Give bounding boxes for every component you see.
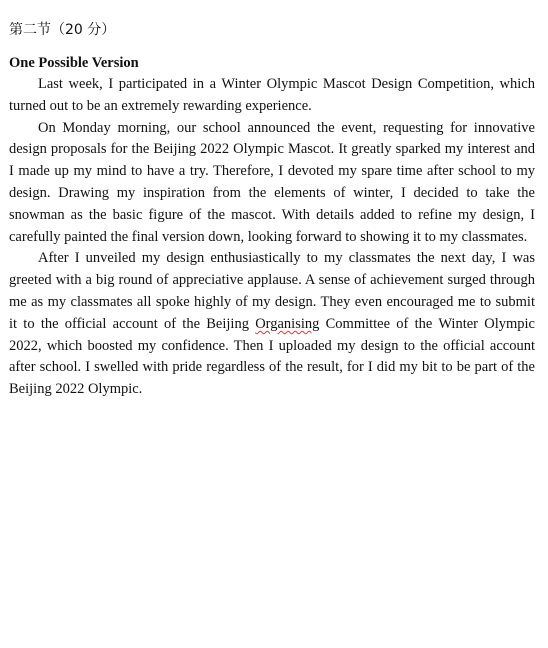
- version-title: One Possible Version: [9, 55, 139, 71]
- essay-body: [9, 74, 535, 401]
- paragraph-3: [9, 248, 535, 401]
- paragraph-1: Last week, I participated in a Winter Olympic Mascot Design Competition, which turned out to be an extremely rewarding experience.: [9, 76, 535, 114]
- spellcheck-flagged-word[interactable]: Organising: [255, 315, 320, 332]
- paragraph-3-part-1: After I unveiled my design enthusiastically to my classmates the next day, I was greeted with a big round of appreciative applause. A sense of achievement surged through me as my classmates all spoke highly of my design. They even encouraged me to submit it to the official account of the Beijing: [9, 250, 535, 332]
- paragraph-3-part-2: Committee of the Winter Olympic 2022, which boosted my confidence. Then I uploaded my design to the official account after school. I swelled with pride regardless of the result, for I did my bit to be part of the Beijing 2022 Olympic.: [9, 315, 535, 398]
- paragraph-2: On Monday morning, our school announced the event, requesting for innovative design proposals for the Beijing 2022 Olympic Mascot. It greatly sparked my interest and I made up my mind to have a try. Therefore, I devoted my spare time after school to my design. Drawing my inspiration from the elements of winter, I decided to take the snowman as the basic figure of the mascot. With details added to refine my design, I carefully painted the final version down, looking forward to showing it to my classmates.: [9, 119, 535, 245]
- section-heading: 第二节（20 分）: [9, 22, 116, 38]
